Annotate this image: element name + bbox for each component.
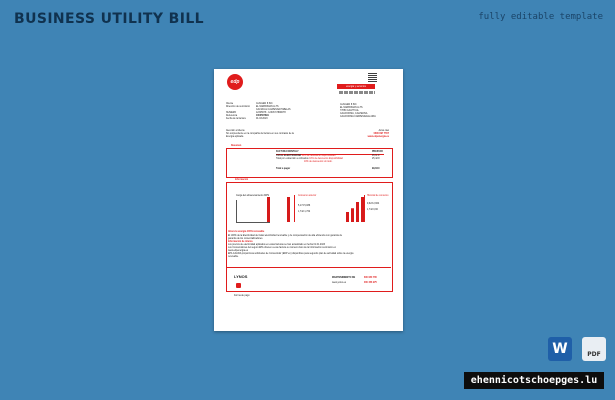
payment-right-value: 600 950 765 [364,277,377,279]
bill-document [214,69,403,331]
payment-icon [236,283,241,288]
qr-code-icon [368,73,377,82]
total-label: Total a pagar [276,168,291,170]
chart-bar-1 [267,197,270,222]
history-bar-1 [346,212,349,222]
pdf-icon[interactable] [582,337,606,361]
notes-body: El 100% de la Electricidad de Caliel electricidad renovable y de compensación de alta eficiencia con garantía de garantía de los comercializadores. Información de interés Los precios de electricidad aplicados en estas facturas se han actualizado en fecha 01.01.2023 Los Consumidores del seguro EPA ofrecen a este factura su número claro de la Información suministro en www.edpenergia.es EPA CALIRA proporciona solicitudes de Consumidor (EDP en) disponibles para segundo plan de actividad sobre la energía renovable. [228,235,354,258]
word-icon[interactable] [548,337,572,361]
payment-brand: LYNOS [234,274,248,279]
chart2-label: Consumo anterior [298,195,317,197]
edp-logo-icon: edp [227,74,243,90]
chart3-label: Historial de consumo [367,195,389,197]
payment-caption: Forma de pago [234,295,250,297]
summary-rows: TOTAL ELECTRICIDAD 10% de descuento disponibilidad Total por extracción a ordinarios 10% de descuento disponibilidad 10% de descuento sin todo. [276,155,343,163]
service-label-bar: energia y servicios [337,84,375,89]
history-chart [344,195,364,222]
summary-subhead: FACTURA MONTHLY [276,151,299,153]
payment-right-value2: 000 456 975 [364,282,377,284]
consumption-title: Información [235,179,249,181]
history-bar-3 [356,202,359,222]
summary-subhead-value: PRESTAR [372,151,383,153]
summary-title: Resumen [231,145,242,147]
watermark-text: ehennicotschoepges.lu [464,372,604,389]
chart-label: Carga del almacenamiento MPS [236,195,270,197]
summary-values: 95,11 € 25,42 € [372,155,380,160]
page-title: BUSINESS UTILITY BILL [14,11,204,27]
page-subtitle: fully editable template [478,12,603,22]
chart3-rows: 9,623 2,964 1,742 0,90 [367,203,380,211]
payment-right-label: MANTENIMIENTO DE [332,277,356,279]
history-bar-2 [351,208,354,222]
address-block: GUGGEN 8 INC EL NARBOMAN LLTS 77850 CALPTCAL CALIFORNIA, CALPENNA CALIFORNIA CARPENDALE ARIA [340,104,376,118]
contact-right: Aviso ciao 0800 897 7557 www.edpenergia.es [367,130,389,138]
contact-left: Atención al cliente Sin sorprendente en la compañía de factura en sus contratos de la Energía aplicada [226,130,294,138]
payment-right-label2: www.yoino.es [332,282,347,284]
chart2-rows: 5,174 5,086 1,742 1,762 [298,205,311,213]
client-labels: Cliente Dirección de suministro NUMERO Referencia Fecha de la factura [226,103,250,120]
notes-title: Ahora tu energía 100% renovable [228,231,265,233]
chart-bar-2 [287,197,290,222]
client-values: GUGGEN 8 INC EL NARBOMAN LLTS CALSICAL CALPENNA PIMELAS 12345678 · 12345 678900T8 1000567891 01.03.2023 [256,103,291,120]
barcode-icon [339,91,375,94]
total-value: 99,84 € [372,168,380,170]
